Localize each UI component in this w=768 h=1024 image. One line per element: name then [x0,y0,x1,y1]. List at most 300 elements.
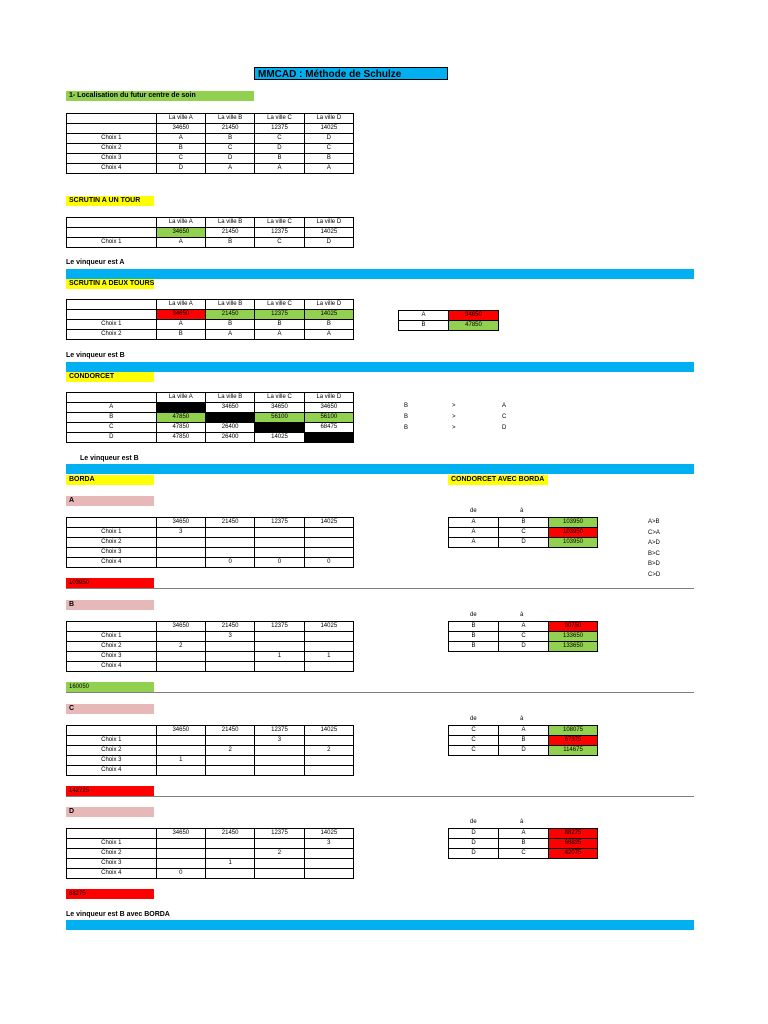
table-cell: 133650 [549,632,598,642]
cb-header: à [520,819,524,825]
summary-item: C>D [648,571,661,578]
table-cell: 14025 [255,433,304,443]
table-row [67,228,354,238]
table-cell [156,766,205,776]
table-cell [156,652,205,662]
table-row [67,300,354,310]
table-row [449,528,598,538]
table-cell: 34650 [156,518,205,528]
table-cell: D [156,164,205,174]
cb-header: de [470,612,477,618]
condorcet-borda-table [448,621,598,652]
table-cell: B [499,736,549,746]
table-cell: B [499,518,549,528]
table-cell: 12375 [255,518,304,528]
table-cell: Choix 4 [67,558,157,568]
borda-total: 142725 [66,786,154,796]
table-cell: A [156,238,205,248]
table-cell: La ville D [304,393,353,403]
borda-total: 103950 [66,578,154,588]
table-cell: 47850 [156,423,205,433]
table-cell: 88275 [549,829,598,839]
table-cell: A [304,330,353,340]
table-cell: 1 [156,756,205,766]
table-row [67,218,354,228]
summary-item: C>A [648,529,660,536]
table-cell [156,849,205,859]
table-cell: C [304,144,353,154]
borda-table [66,828,354,879]
table-cell: Choix 3 [67,548,157,558]
table-row [67,642,354,652]
table-cell: La ville A [156,300,205,310]
table-cell: A [449,528,499,538]
table-cell: 1 [205,859,254,869]
table-cell: A [499,622,549,632]
table-row [67,849,354,859]
table-cell: 14025 [304,310,353,320]
table-row [449,746,598,756]
table-cell: Choix 4 [67,869,157,879]
table-cell: A [449,538,499,548]
table-row [67,839,354,849]
table-cell: Choix 3 [67,154,157,164]
table-cell [156,662,205,672]
table-cell: Choix 1 [67,134,157,144]
table-cell: La ville C [255,393,304,403]
table-row [399,311,499,321]
table-cell: C [499,632,549,642]
table-cell [67,518,157,528]
table-cell: Choix 2 [67,849,157,859]
table-cell [255,839,304,849]
table-cell [67,829,157,839]
table-row [449,622,598,632]
table-cell [156,746,205,756]
cb-header: de [470,716,477,722]
table-cell [255,538,304,548]
borda-total: 88275 [66,889,154,899]
table-cell: La ville C [255,218,304,228]
table-cell: B [499,839,549,849]
table-cell: Choix 4 [67,164,157,174]
table-row [449,839,598,849]
cb-header: de [470,508,477,514]
table-cell: D [304,238,353,248]
table-cell [304,756,353,766]
condorcet-borda-heading: CONDORCET AVEC BORDA [448,475,548,485]
table-cell: B [399,321,449,331]
table-cell [304,859,353,869]
condorcet-borda-table [448,517,598,548]
table-cell: B [67,413,157,423]
table-cell [67,114,157,124]
table-cell: La ville B [205,300,254,310]
table-cell: 34650 [156,622,205,632]
table-cell: Choix 1 [67,736,157,746]
table-cell: 34650 [205,403,254,413]
table-cell: 2 [205,746,254,756]
table-cell [205,756,254,766]
table-cell: 56100 [304,413,353,423]
table-cell [304,766,353,776]
table-cell [67,124,157,134]
borda-total: 160050 [66,682,154,692]
table-cell [255,869,304,879]
table-cell: 114675 [549,746,598,756]
table-cell: La ville C [255,300,304,310]
table-cell: A [156,320,205,330]
table-row [67,829,354,839]
table-cell: A [449,518,499,528]
borda-heading: BORDA [66,475,154,485]
table-cell [205,528,254,538]
borda-block-heading: A [66,496,154,506]
table-cell [304,433,353,443]
table-cell: A [499,726,549,736]
table-cell: 34650 [304,403,353,413]
table-cell [67,310,157,320]
borda-block-heading: C [66,704,154,714]
table-cell: Choix 1 [67,632,157,642]
cb-header: de [470,819,477,825]
table-cell: 21450 [205,726,254,736]
table-cell: 47850 [449,321,499,331]
table-cell [255,859,304,869]
table-cell: 12375 [255,726,304,736]
two-round-winner: Le vinqueur est B [66,352,125,359]
table-row [67,423,354,433]
table-cell: C [449,736,499,746]
table-cell: 14025 [304,829,353,839]
cb-header: à [520,716,524,722]
table-cell: 21450 [205,310,254,320]
table-cell: D [449,839,499,849]
table-cell [304,528,353,538]
table-row [67,144,354,154]
table-row [399,321,499,331]
table-cell [205,766,254,776]
table-row [67,756,354,766]
table-row [67,548,354,558]
table-row [67,622,354,632]
table-cell [255,632,304,642]
table-cell: 133650 [549,642,598,652]
table-cell: 0 [156,869,205,879]
table-row [67,518,354,528]
table-cell: 1 [255,652,304,662]
table-cell: A [399,311,449,321]
table-cell: La ville A [156,393,205,403]
table-cell [205,652,254,662]
table-cell: La ville C [255,114,304,124]
table-cell: 34650 [156,310,205,320]
table-row [449,849,598,859]
table-row [67,538,354,548]
separator-bar [66,920,694,930]
table-cell [304,736,353,746]
table-cell [67,622,157,632]
two-round-heading: SCRUTIN A DEUX TOURS [66,279,154,289]
table-cell: 14025 [304,228,353,238]
table-cell [156,632,205,642]
table-cell [67,726,157,736]
table-cell: 12375 [255,622,304,632]
table-cell: La ville B [205,393,254,403]
table-row [67,154,354,164]
summary-item: A>B [648,519,660,525]
table-cell: 67375 [549,736,598,746]
table-cell: C [255,134,304,144]
table-cell [67,228,157,238]
borda-table [66,517,354,568]
table-cell [255,746,304,756]
table-cell: Choix 2 [67,144,157,154]
table-cell: C [499,528,549,538]
table-cell: B [205,134,254,144]
table-cell: A [205,330,254,340]
two-round-result-table [398,310,499,331]
table-cell: 2 [156,642,205,652]
table-cell [67,393,157,403]
table-cell: La ville B [205,114,254,124]
table-cell: 3 [156,528,205,538]
table-row [67,393,354,403]
table-cell: C [205,144,254,154]
table-row [67,652,354,662]
table-row [67,134,354,144]
table-cell: C [67,423,157,433]
table-cell: 47850 [156,433,205,443]
table-cell: 34650 [156,726,205,736]
condorcet-table [66,392,354,443]
table-row [67,238,354,248]
cb-header: à [520,612,524,618]
table-cell: 12375 [255,124,304,134]
table-cell: 14025 [304,726,353,736]
table-cell: 0 [304,558,353,568]
table-cell [255,662,304,672]
table-cell [304,869,353,879]
table-row [67,528,354,538]
table-cell: C [449,726,499,736]
cb-header: à [520,508,524,514]
table-cell: Choix 2 [67,330,157,340]
table-row [67,736,354,746]
table-cell: 68475 [304,423,353,433]
borda-table [66,725,354,776]
table-cell: B [205,320,254,330]
relation-cell: D [502,425,507,431]
table-row [67,558,354,568]
table-row [67,433,354,443]
table-cell: 34650 [156,829,205,839]
summary-item: B>C [648,550,660,557]
table-cell: La ville D [304,300,353,310]
table-cell: 34650 [449,311,499,321]
table-row [67,310,354,320]
table-cell [67,300,157,310]
table-cell: B [304,154,353,164]
table-cell: C [255,238,304,248]
table-cell: 3 [304,839,353,849]
table-cell: 108075 [549,726,598,736]
table-cell: La ville A [156,114,205,124]
table-cell [304,538,353,548]
separator-bar [66,362,694,372]
table-cell: Choix 3 [67,859,157,869]
table-cell [156,839,205,849]
table-cell: D [449,849,499,859]
table-cell: Choix 1 [67,238,157,248]
table-cell [304,632,353,642]
table-cell: B [156,330,205,340]
table-row [67,114,354,124]
table-cell: La ville B [205,218,254,228]
table-cell [255,766,304,776]
table-row [449,518,598,528]
table-row [449,736,598,746]
table-cell [304,642,353,652]
separator-bar [66,464,694,474]
table-cell: 66825 [549,839,598,849]
table-cell: 2 [304,746,353,756]
table-row [449,726,598,736]
table-cell: 21450 [205,124,254,134]
borda-winner: Le vinqueur est B avec BORDA [66,911,170,918]
table-row [67,859,354,869]
condorcet-borda-table [448,828,598,859]
relation-cell: > [452,403,456,409]
page-title: MMCAD : Méthode de Schulze [254,67,448,80]
table-row [449,829,598,839]
table-cell: D [205,154,254,164]
table-row [449,632,598,642]
table-cell: 26400 [205,423,254,433]
table-cell: 21450 [205,622,254,632]
two-round-table [66,299,354,340]
table-cell: D [499,538,549,548]
table-row [67,632,354,642]
borda-table [66,621,354,672]
table-cell [255,548,304,558]
relation-cell: > [452,414,456,420]
table-cell [156,558,205,568]
table-cell: 3 [255,736,304,746]
table-cell: 34650 [156,124,205,134]
table-cell: C [499,849,549,859]
table-cell [255,642,304,652]
table-cell: B [255,320,304,330]
table-cell: Choix 2 [67,538,157,548]
table-cell: Choix 3 [67,652,157,662]
table-row [67,320,354,330]
table-row [67,766,354,776]
table-cell [156,736,205,746]
table-cell [205,869,254,879]
table-row [67,330,354,340]
summary-item: A>D [648,540,660,546]
table-cell: D [67,433,157,443]
table-cell: Choix 1 [67,528,157,538]
table-cell: B [156,144,205,154]
table-cell [205,538,254,548]
relation-cell: B [404,414,409,420]
table-cell: 47850 [156,413,205,423]
table-row [449,642,598,652]
relation-cell: C [502,414,507,420]
summary-item: B>D [648,561,660,567]
table-cell: 21450 [205,829,254,839]
condorcet-borda-table [448,725,598,756]
table-cell: C [449,746,499,756]
table-cell [67,218,157,228]
table-cell [255,423,304,433]
table-cell: 21450 [205,228,254,238]
table-cell: A [205,164,254,174]
table-cell: D [449,829,499,839]
table-cell: D [304,134,353,144]
table-cell: 34650 [255,403,304,413]
table-cell: B [255,154,304,164]
one-round-table [66,217,354,248]
table-cell: 0 [255,558,304,568]
table-row [67,746,354,756]
table-cell [304,849,353,859]
table-cell [156,548,205,558]
table-cell [255,528,304,538]
table-cell: 14025 [304,518,353,528]
table-cell: A [156,134,205,144]
table-cell: La ville D [304,218,353,228]
table-cell: 12375 [255,829,304,839]
table-cell: A [304,164,353,174]
table-cell: B [449,642,499,652]
table-cell: 0 [205,558,254,568]
relation-cell: A [502,403,507,409]
table-cell: Choix 1 [67,839,157,849]
table-cell: A [255,330,304,340]
table-cell [205,548,254,558]
table-cell: B [304,320,353,330]
table-row [67,164,354,174]
table-cell [156,538,205,548]
divider [66,588,694,589]
table-cell [205,839,254,849]
table-cell: C [156,154,205,164]
table-cell: Choix 4 [67,662,157,672]
table-row [67,869,354,879]
table-cell [205,413,254,423]
table-cell [255,756,304,766]
table-row [67,403,354,413]
relation-cell: B [404,425,409,431]
table-cell: 103950 [549,518,598,528]
divider [66,692,694,693]
table-cell: B [449,622,499,632]
table-cell: B [449,632,499,642]
table-cell [304,662,353,672]
table-cell: 34650 [156,228,205,238]
table-cell: 14025 [304,622,353,632]
section-heading: 1- Localisation du futur centre de soin [66,91,254,101]
separator-bar [66,269,694,279]
borda-block-heading: D [66,807,154,817]
table-cell: A [499,829,549,839]
borda-block-heading: B [66,600,154,610]
divider [66,796,694,797]
table-cell [205,662,254,672]
